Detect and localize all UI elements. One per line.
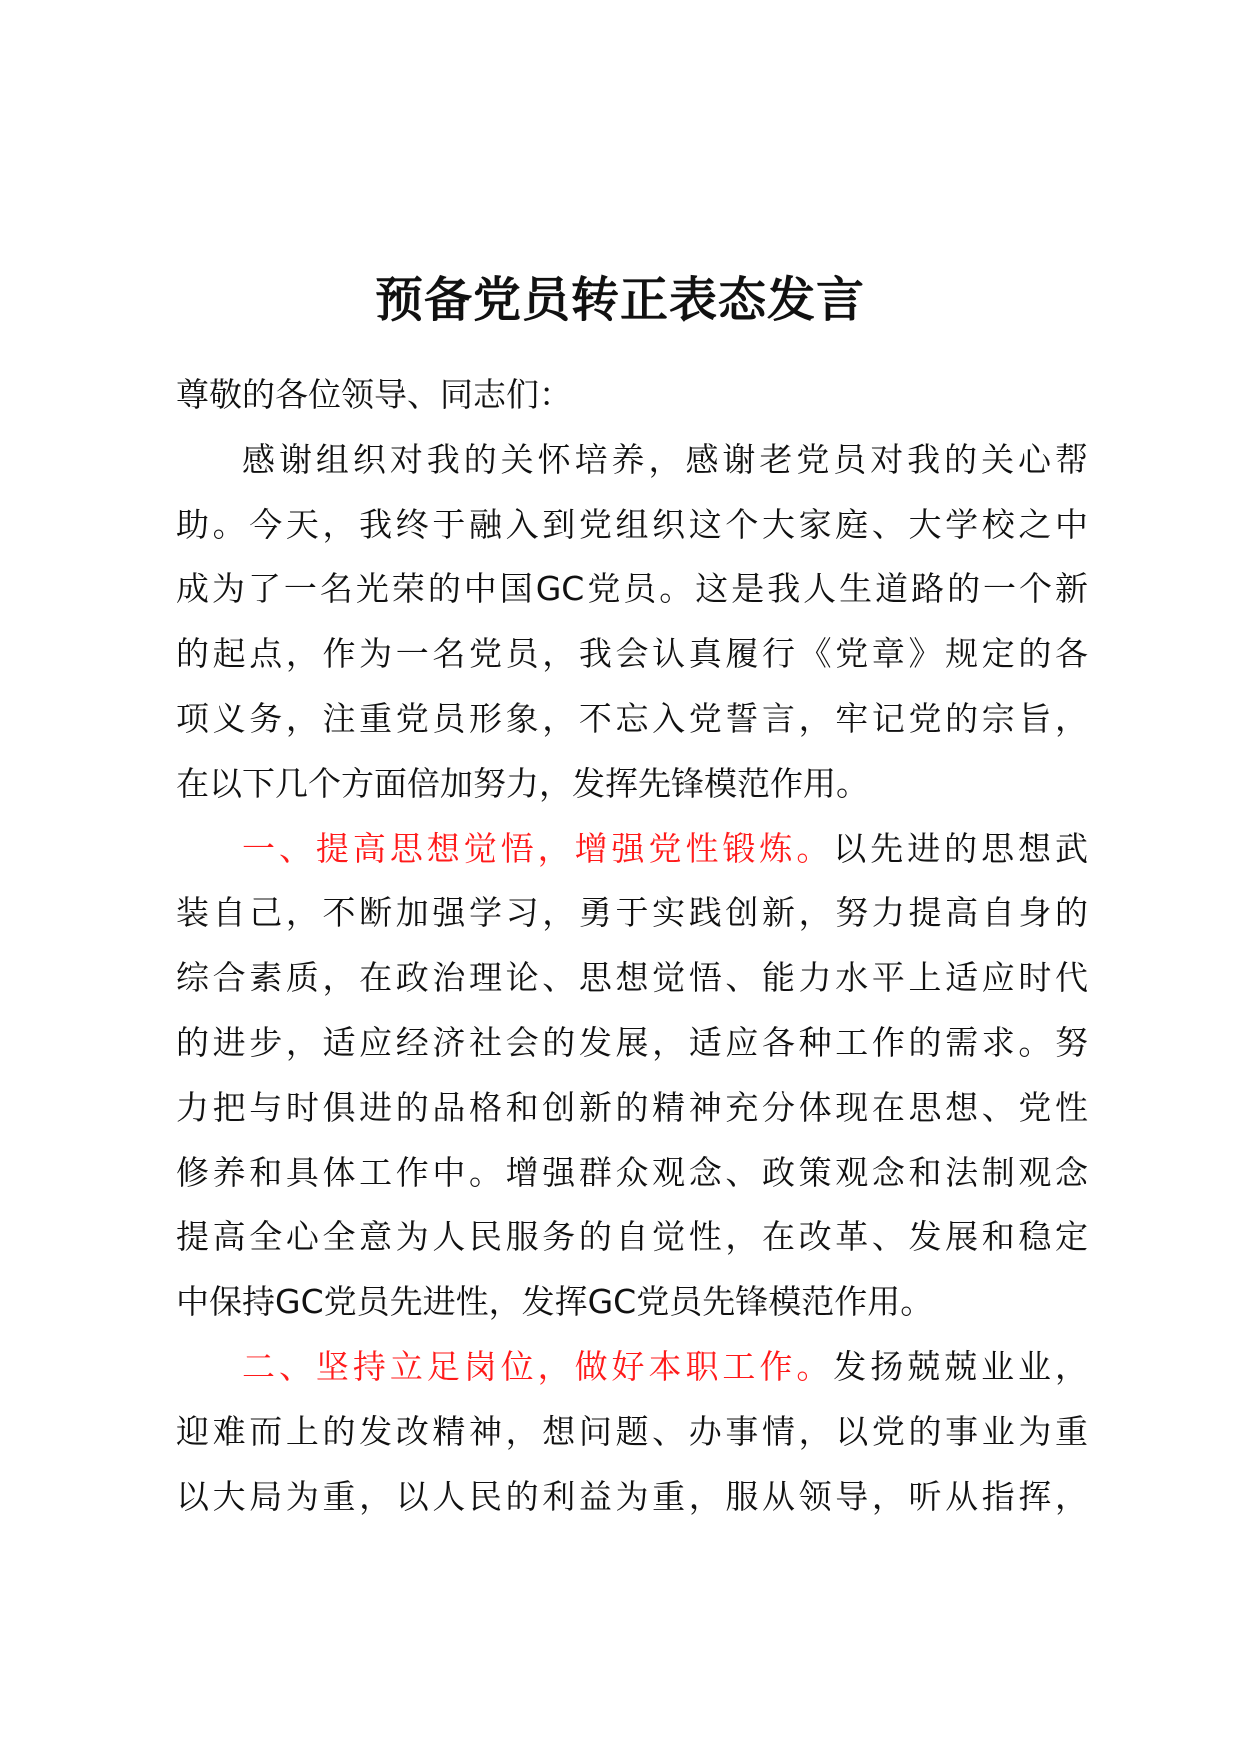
paragraph-line: 装自己，不断加强学习，勇于实践创新，努力提高自身的 [176, 893, 1088, 933]
paragraph-line [176, 817, 1088, 882]
paragraph-line: 项义务，注重党员形象，不忘入党誓言，牢记党的宗旨， [176, 698, 1088, 738]
paragraph-text: 发扬兢兢业业， [833, 1346, 1089, 1386]
paragraph-line: 助。今天，我终于融入到党组织这个大家庭、大学校之中 [176, 504, 1088, 544]
paragraph-text: 以先进的思想武 [833, 828, 1089, 868]
paragraph-2 [176, 817, 1088, 1335]
paragraph-line: 提高全心全意为人民服务的自觉性，在改革、发展和稳定 [176, 1217, 1088, 1257]
section-heading-1: 一、提高思想觉悟，增强党性锻炼。 [242, 828, 834, 868]
paragraph-line: 修养和具体工作中。增强群众观念、政策观念和法制观念 [176, 1152, 1088, 1192]
paragraph-line: 中保持GC党员先进性，发挥GC党员先锋模范作用。 [176, 1282, 934, 1322]
paragraph-line: 在以下几个方面倍加努力，发挥先锋模范作用。 [176, 763, 869, 803]
paragraph-1 [176, 428, 1088, 817]
section-heading-2: 二、坚持立足岗位，做好本职工作。 [242, 1346, 834, 1386]
paragraph-line: 成为了一名光荣的中国GC党员。这是我人生道路的一个新 [176, 569, 1088, 609]
paragraph-line: 的进步，适应经济社会的发展，适应各种工作的需求。努 [176, 1022, 1088, 1062]
paragraph-line: 综合素质，在政治理论、思想觉悟、能力水平上适应时代 [176, 958, 1088, 998]
document-body [176, 363, 1088, 1529]
paragraph-line [176, 1335, 1088, 1400]
document-title: 预备党员转正表态发言 [374, 272, 865, 328]
paragraph-line: 感谢组织对我的关怀培养，感谢老党员对我的关心帮 [242, 439, 1088, 479]
greeting: 尊敬的各位领导、同志们： [176, 375, 572, 414]
paragraph-line: 的起点，作为一名党员，我会认真履行《党章》规定的各 [176, 634, 1088, 674]
paragraph-line: 迎难而上的发改精神，想问题、办事情，以党的事业为重 [176, 1411, 1088, 1451]
paragraph-line: 力把与时俱进的品格和创新的精神充分体现在思想、党性 [176, 1087, 1088, 1127]
paragraph-3 [176, 1335, 1088, 1529]
paragraph-line: 以大局为重，以人民的利益为重，服从领导，听从指挥， [176, 1476, 1088, 1516]
